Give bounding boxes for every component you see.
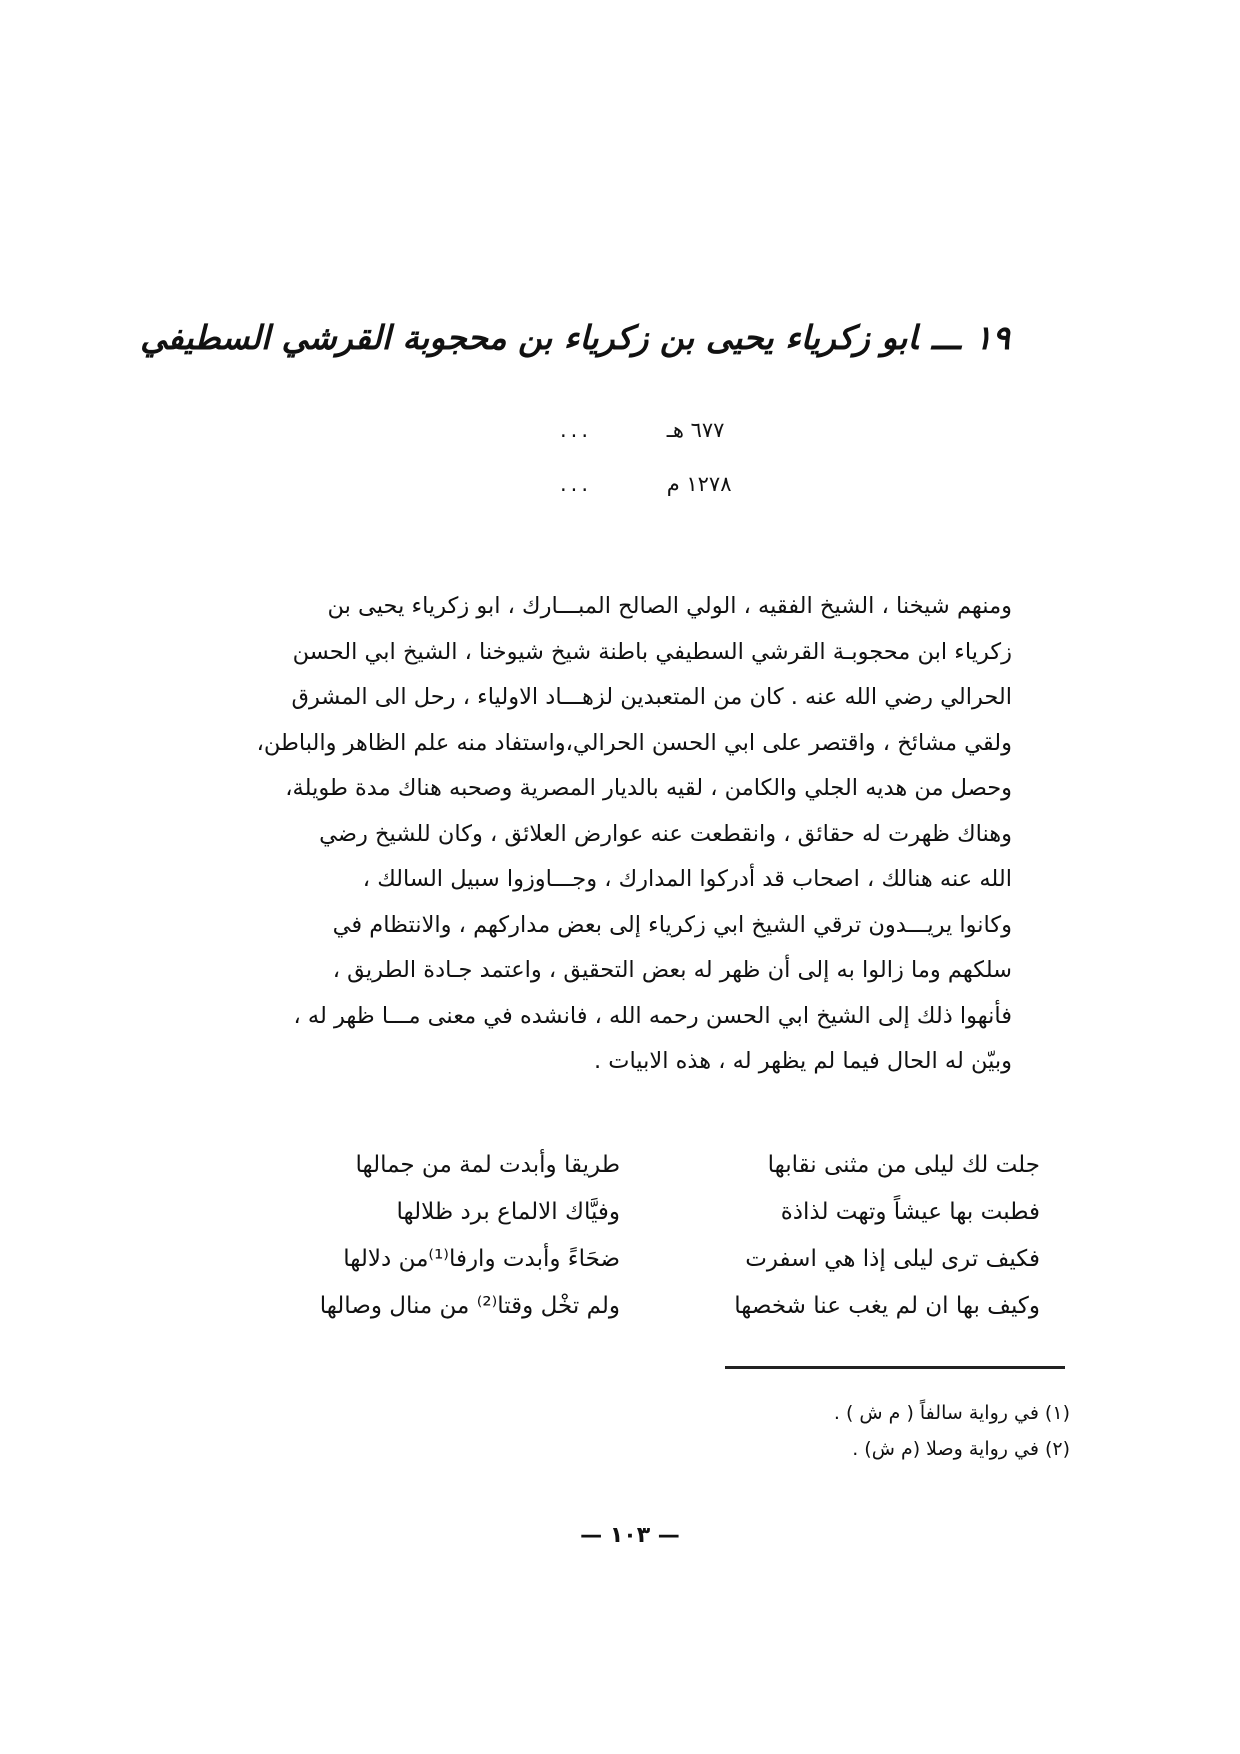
poem-verse — [210, 1236, 1040, 1283]
verse-first-hemistich: وكيف بها ان لم يغب عنا شخصها — [734, 1293, 1040, 1319]
paragraph-line: الحرالي رضي الله عنه . كان من المتعبدين لزهـــاد الاولياء ، رحل الى المشرق — [291, 684, 1012, 710]
paragraph-line: وهناك ظهرت له حقائق ، وانقطعت عنه عوارض العلائق ، وكان للشيخ رضي — [319, 820, 1012, 847]
paragraph-line: فأنهوا ذلك إلى الشيخ ابي الحسن رحمه الله ، فانشده في معنى مـــا ظهر له ، — [293, 1002, 1012, 1029]
gregorian-date-line — [560, 472, 732, 496]
hijri-date-line — [560, 418, 724, 442]
gregorian-date: ١٢٧٨ م — [666, 472, 732, 496]
hijri-date: ٦٧٧ هـ — [666, 418, 725, 442]
poem-verse — [210, 1283, 1040, 1330]
paragraph-line: وبيّن له الحال فيما لم يظهر له ، هذه الابيات . — [593, 1048, 1012, 1074]
page-number: — ١٠٣ — — [580, 1523, 680, 1548]
paragraph-line: وكانوا يريـــدون ترقي الشيخ ابي زكرياء إلى بعض مداركهم ، والانتظام في — [332, 911, 1012, 938]
paragraph-line: ولقي مشائخ ، واقتصر على ابي الحسن الحرالي،واستفاد منه علم الظاهر والباطن، — [256, 729, 1012, 756]
paragraph-line: سلكهم وما زالوا به إلى أن ظهر له بعض التحقيق ، واعتمد جـادة الطريق ، — [332, 957, 1012, 983]
entry-name: ابو زكرياء يحيى بن زكرياء بن محجوبة القرشي السطيفي — [140, 318, 918, 357]
footnote-item: (١) في رواية سالفاً ( م ش ) . — [833, 1402, 1070, 1424]
footnotes — [470, 1395, 1070, 1467]
verse-second-hemistich: طريقا وأبدت لمة من جمالها — [355, 1152, 620, 1178]
poem-verses — [210, 1142, 1040, 1330]
paragraph-line: ومنهم شيخنا ، الشيخ الفقيه ، الولي الصالح المبـــارك ، ابو زكرياء يحيى بن — [327, 593, 1012, 619]
paragraph-line: وحصل من هديه الجلي والكامن ، لقيه بالديار المصرية وصحبه هناك مدة طويلة، — [285, 775, 1012, 801]
verse-first-hemistich: فكيف ترى ليلى إذا هي اسفرت — [745, 1246, 1040, 1272]
verse-second-hemistich: وفيَّاك الالماع برد ظلالها — [396, 1199, 620, 1225]
entry-number: ١٩ — [974, 318, 1010, 357]
verse-first-hemistich: فطبت بها عيشاً وتهت لذاذة — [780, 1199, 1040, 1225]
gregorian-ellipsis: ... — [560, 472, 593, 496]
biography-paragraph — [212, 584, 1012, 1085]
footnote-item: (٢) في رواية وصلا (م ش) . — [852, 1438, 1070, 1460]
verse-second-hemistich: ولم تخْل وقتا⁽²⁾ من منال وصالها — [319, 1293, 620, 1319]
verse-second-hemistich: ضحَاءً وأبدت وارفا⁽¹⁾من دلالها — [343, 1246, 620, 1272]
entry-heading — [140, 318, 1010, 357]
poem-verse — [210, 1189, 1040, 1236]
poem-verse — [210, 1142, 1040, 1189]
hijri-ellipsis: ... — [560, 418, 593, 442]
paragraph-line: الله عنه هنالك ، اصحاب قد أدركوا المدارك ، وجـــاوزوا سبيل السالك ، — [362, 866, 1012, 892]
paragraph-line: زكرياء ابن محجوبـة القرشي السطيفي باطنة شيخ شيوخنا ، الشيخ ابي الحسن — [292, 638, 1012, 665]
footnote-divider — [725, 1366, 1065, 1369]
verse-first-hemistich: جلت لك ليلى من مثنى نقابها — [767, 1152, 1040, 1178]
heading-dash: ـــ — [931, 318, 961, 357]
